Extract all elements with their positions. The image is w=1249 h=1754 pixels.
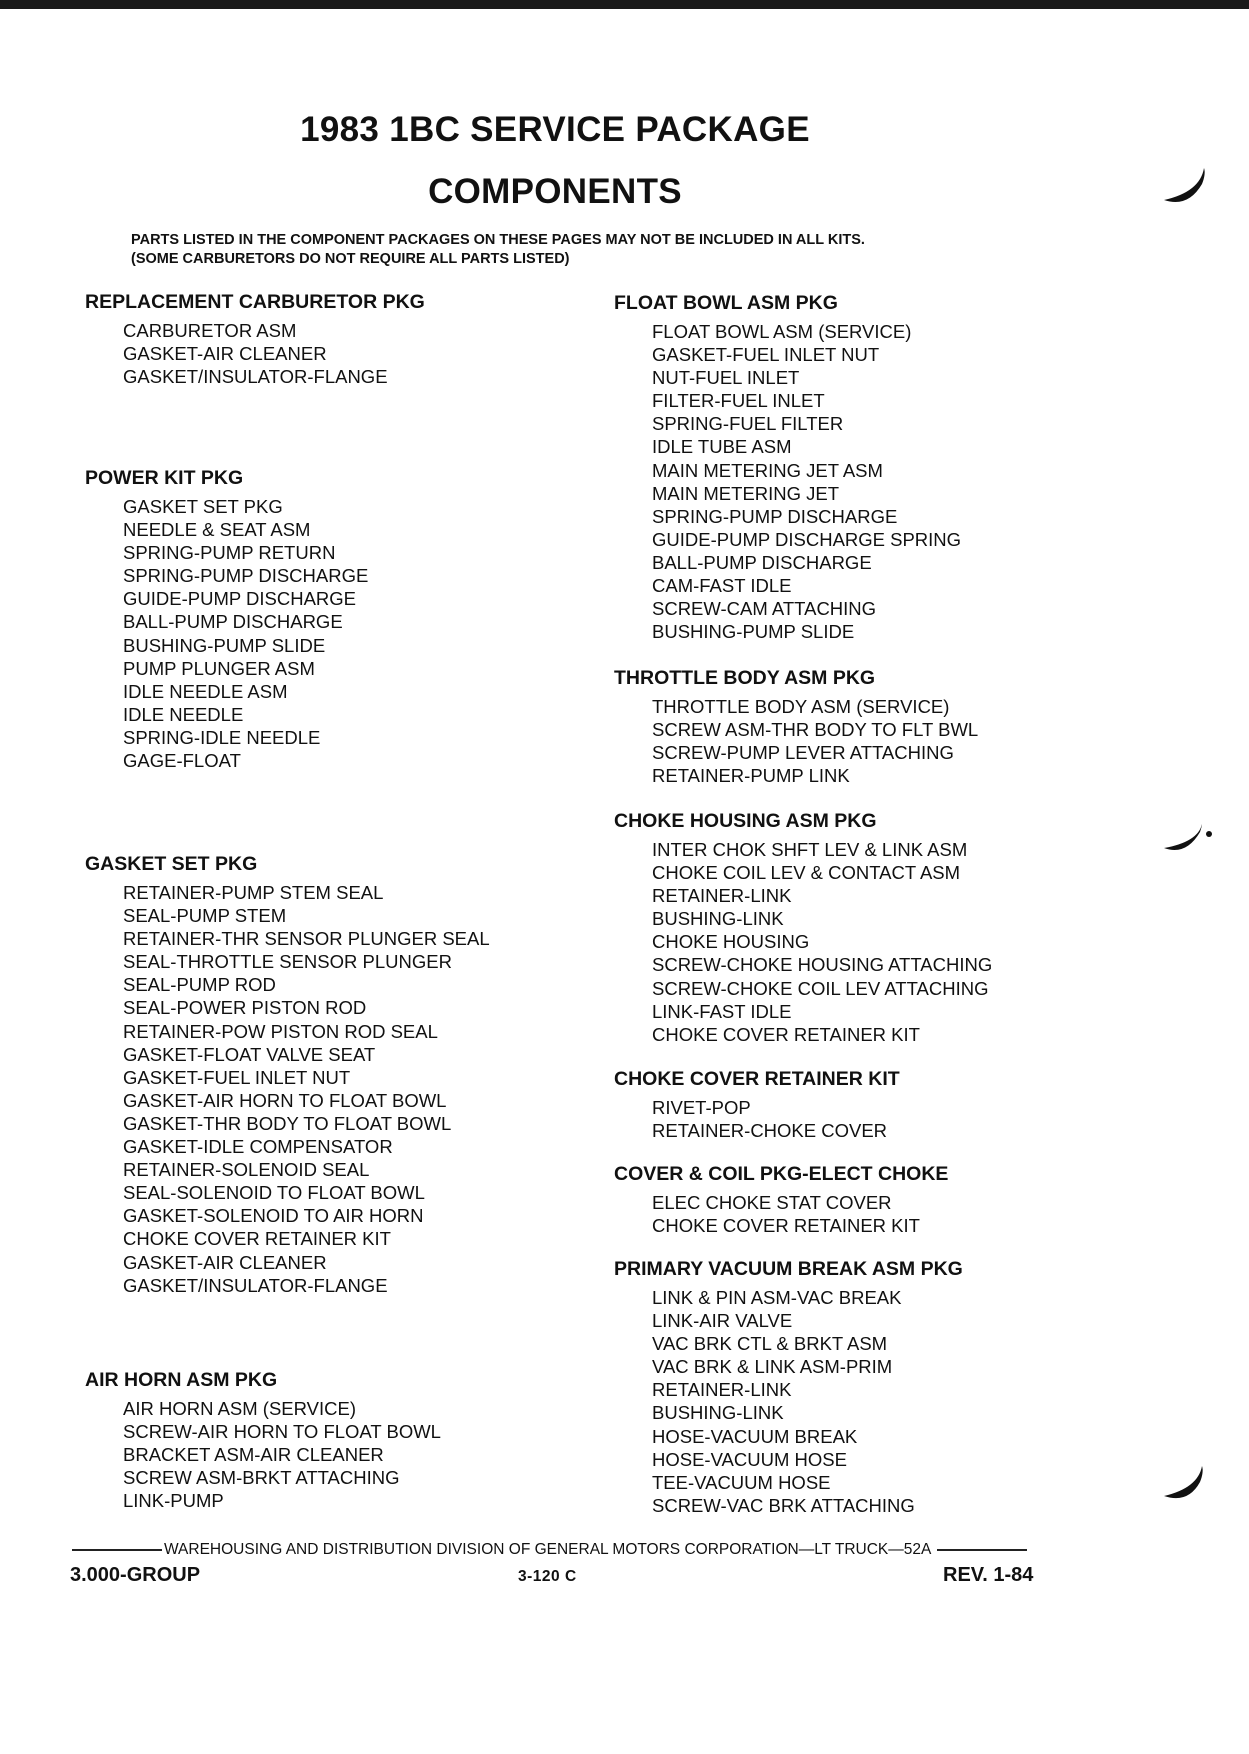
parts-list: [652, 838, 992, 1046]
part-item: BALL-PUMP DISCHARGE: [652, 551, 872, 573]
part-item: GASKET-AIR CLEANER: [123, 1251, 327, 1273]
part-item: SCREW-VAC BRK ATTACHING: [652, 1494, 915, 1516]
footer-page-number: 3-120 C: [518, 1568, 577, 1585]
part-item: AIR HORN ASM (SERVICE): [123, 1398, 357, 1419]
pkg-title: REPLACEMENT CARBURETOR PKG: [85, 291, 425, 313]
parts-list: [652, 1096, 900, 1142]
notice-line-2: (SOME CARBURETORS DO NOT REQUIRE ALL PARTS LISTED): [131, 251, 570, 267]
part-item: SPRING-PUMP RETURN: [123, 542, 336, 564]
part-item: SCREW-CHOKE COIL LEV ATTACHING: [652, 977, 989, 999]
parts-list: [652, 695, 978, 787]
pkg-air-horn-asm: [85, 1367, 441, 1512]
part-item: CHOKE HOUSING: [652, 931, 810, 953]
part-item: NEEDLE & SEAT ASM: [123, 519, 311, 541]
pkg-title: GASKET SET PKG: [85, 853, 258, 875]
pkg-title: CHOKE HOUSING ASM PKG: [614, 810, 877, 832]
part-item: SCREW-CHOKE HOUSING ATTACHING: [652, 954, 993, 976]
binder-hole-mark: [1162, 164, 1212, 214]
part-item: BUSHING-LINK: [652, 1402, 784, 1424]
part-item: GASKET-THR BODY TO FLOAT BOWL: [123, 1112, 452, 1134]
part-item: HOSE-VACUUM HOSE: [652, 1448, 847, 1470]
pkg-title: PRIMARY VACUUM BREAK ASM PKG: [614, 1258, 963, 1280]
parts-list: [123, 1397, 441, 1512]
parts-list: [123, 319, 425, 388]
part-item: VAC BRK CTL & BRKT ASM: [652, 1333, 888, 1355]
part-item: GASKET-FUEL INLET NUT: [123, 1066, 351, 1088]
part-item: SPRING-PUMP DISCHARGE: [123, 565, 369, 587]
part-item: RETAINER-LINK: [652, 1379, 792, 1401]
part-item: GUIDE-PUMP DISCHARGE SPRING: [652, 528, 962, 550]
footer-division-text: WAREHOUSING AND DISTRIBUTION DIVISION OF GENERAL MOTORS CORPORATION—LT TRUCK—52A: [164, 1541, 932, 1558]
parts-list: [652, 320, 961, 643]
part-item: CAM-FAST IDLE: [652, 575, 792, 597]
part-item: MAIN METERING JET ASM: [652, 459, 883, 481]
parts-list: [123, 881, 490, 1297]
part-item: SCREW-PUMP LEVER ATTACHING: [652, 742, 954, 764]
pkg-primary-vacuum-break-asm: [614, 1256, 963, 1517]
pkg-title: AIR HORN ASM PKG: [85, 1369, 278, 1391]
part-item: IDLE NEEDLE ASM: [123, 680, 288, 702]
part-item: CHOKE COIL LEV & CONTACT ASM: [652, 862, 961, 884]
part-item: RETAINER-LINK: [652, 885, 792, 907]
notice-line-1: PARTS LISTED IN THE COMPONENT PACKAGES ON THESE PAGES MAY NOT BE INCLUDED IN ALL KITS.: [131, 232, 865, 248]
parts-list: [652, 1191, 948, 1237]
part-item: RETAINER-PUMP STEM SEAL: [123, 882, 384, 903]
part-item: GAGE-FLOAT: [123, 750, 241, 772]
part-item: BALL-PUMP DISCHARGE: [123, 611, 343, 633]
parts-list: [652, 1286, 963, 1517]
pkg-gasket-set: [85, 851, 490, 1297]
part-item: FLOAT BOWL ASM (SERVICE): [652, 321, 912, 342]
page-title: 1983 1BC SERVICE PACKAGE: [300, 110, 810, 149]
part-item: GASKET SET PKG: [123, 496, 283, 517]
part-item: LINK-AIR VALVE: [652, 1310, 793, 1332]
part-item: SPRING-IDLE NEEDLE: [123, 726, 321, 748]
part-item: GUIDE-PUMP DISCHARGE: [123, 588, 356, 610]
part-item: SEAL-POWER PISTON ROD: [123, 997, 367, 1019]
binder-hole-mark: [1162, 1462, 1212, 1512]
part-item: CHOKE COVER RETAINER KIT: [123, 1228, 391, 1250]
part-item: PUMP PLUNGER ASM: [123, 657, 315, 679]
parts-notice: [131, 231, 865, 269]
footer-revision: REV. 1-84: [943, 1564, 1034, 1586]
footer-rule-right: [937, 1549, 1027, 1551]
pkg-choke-cover-retainer-kit: [614, 1066, 900, 1142]
pkg-choke-housing-asm: [614, 808, 992, 1046]
pkg-cover-coil-elect-choke: [614, 1161, 948, 1237]
part-item: BRACKET ASM-AIR CLEANER: [123, 1444, 384, 1466]
binder-hole-mark: [1162, 822, 1222, 872]
pkg-title: FLOAT BOWL ASM PKG: [614, 292, 838, 314]
part-item: RETAINER-THR SENSOR PLUNGER SEAL: [123, 928, 490, 950]
pkg-title: CHOKE COVER RETAINER KIT: [614, 1068, 900, 1090]
part-item: RETAINER-SOLENOID SEAL: [123, 1159, 370, 1181]
part-item: SEAL-PUMP ROD: [123, 974, 276, 996]
footer-division-line: [72, 1541, 1044, 1559]
part-item: MAIN METERING JET: [652, 482, 840, 504]
part-item: CHOKE COVER RETAINER KIT: [652, 1215, 920, 1237]
part-item: RIVET-POP: [652, 1097, 751, 1118]
pkg-power-kit: [85, 465, 368, 772]
part-item: NUT-FUEL INLET: [652, 367, 800, 389]
part-item: GASKET-AIR HORN TO FLOAT BOWL: [123, 1089, 447, 1111]
part-item: CARBURETOR ASM: [123, 320, 297, 341]
part-item: SCREW-CAM ATTACHING: [652, 598, 877, 620]
part-item: IDLE TUBE ASM: [652, 436, 792, 458]
part-item: THROTTLE BODY ASM (SERVICE): [652, 696, 950, 717]
footer-group-number: 3.000-GROUP: [70, 1564, 201, 1586]
top-scan-border: [0, 0, 1249, 9]
part-item: SCREW ASM-THR BODY TO FLT BWL: [652, 719, 979, 741]
part-item: GASKET-AIR CLEANER: [123, 343, 327, 365]
part-item: SCREW-AIR HORN TO FLOAT BOWL: [123, 1421, 441, 1443]
parts-list: [123, 495, 368, 772]
part-item: SEAL-PUMP STEM: [123, 905, 287, 927]
part-item: SEAL-SOLENOID TO FLOAT BOWL: [123, 1182, 425, 1204]
part-item: GASKET-FLOAT VALVE SEAT: [123, 1043, 376, 1065]
part-item: GASKET-FUEL INLET NUT: [652, 344, 880, 366]
part-item: LINK-FAST IDLE: [652, 1000, 792, 1022]
part-item: GASKET-SOLENOID TO AIR HORN: [123, 1205, 424, 1227]
pkg-float-bowl-asm: [614, 290, 961, 643]
part-item: LINK-PUMP: [123, 1490, 224, 1512]
part-item: BUSHING-LINK: [652, 908, 784, 930]
part-item: ELEC CHOKE STAT COVER: [652, 1192, 892, 1213]
part-item: FILTER-FUEL INLET: [652, 390, 825, 412]
part-item: CHOKE COVER RETAINER KIT: [652, 1023, 920, 1045]
pkg-title: COVER & COIL PKG-ELECT CHOKE: [614, 1163, 949, 1185]
footer-rule-left: [72, 1549, 162, 1551]
part-item: BUSHING-PUMP SLIDE: [123, 634, 326, 656]
part-item: SPRING-PUMP DISCHARGE: [652, 505, 898, 527]
part-item: SPRING-FUEL FILTER: [652, 413, 844, 435]
part-item: RETAINER-PUMP LINK: [652, 765, 850, 787]
part-item: GASKET/INSULATOR-FLANGE: [123, 1274, 388, 1296]
part-item: LINK & PIN ASM-VAC BREAK: [652, 1287, 902, 1308]
part-item: VAC BRK & LINK ASM-PRIM: [652, 1356, 893, 1378]
part-item: GASKET-IDLE COMPENSATOR: [123, 1136, 393, 1158]
part-item: IDLE NEEDLE: [123, 703, 244, 725]
page-subtitle: COMPONENTS: [428, 172, 682, 211]
part-item: TEE-VACUUM HOSE: [652, 1471, 831, 1493]
part-item: SCREW ASM-BRKT ATTACHING: [123, 1467, 400, 1489]
part-item: SEAL-THROTTLE SENSOR PLUNGER: [123, 951, 452, 973]
part-item: HOSE-VACUUM BREAK: [652, 1425, 858, 1447]
pkg-title: POWER KIT PKG: [85, 467, 244, 489]
part-item: BUSHING-PUMP SLIDE: [652, 621, 855, 643]
pkg-replacement-carburetor: [85, 289, 425, 388]
part-item: GASKET/INSULATOR-FLANGE: [123, 366, 388, 388]
pkg-throttle-body-asm: [614, 665, 978, 787]
part-item: RETAINER-CHOKE COVER: [652, 1120, 888, 1142]
part-item: INTER CHOK SHFT LEV & LINK ASM: [652, 839, 968, 860]
pkg-title: THROTTLE BODY ASM PKG: [614, 667, 876, 689]
part-item: RETAINER-POW PISTON ROD SEAL: [123, 1020, 438, 1042]
